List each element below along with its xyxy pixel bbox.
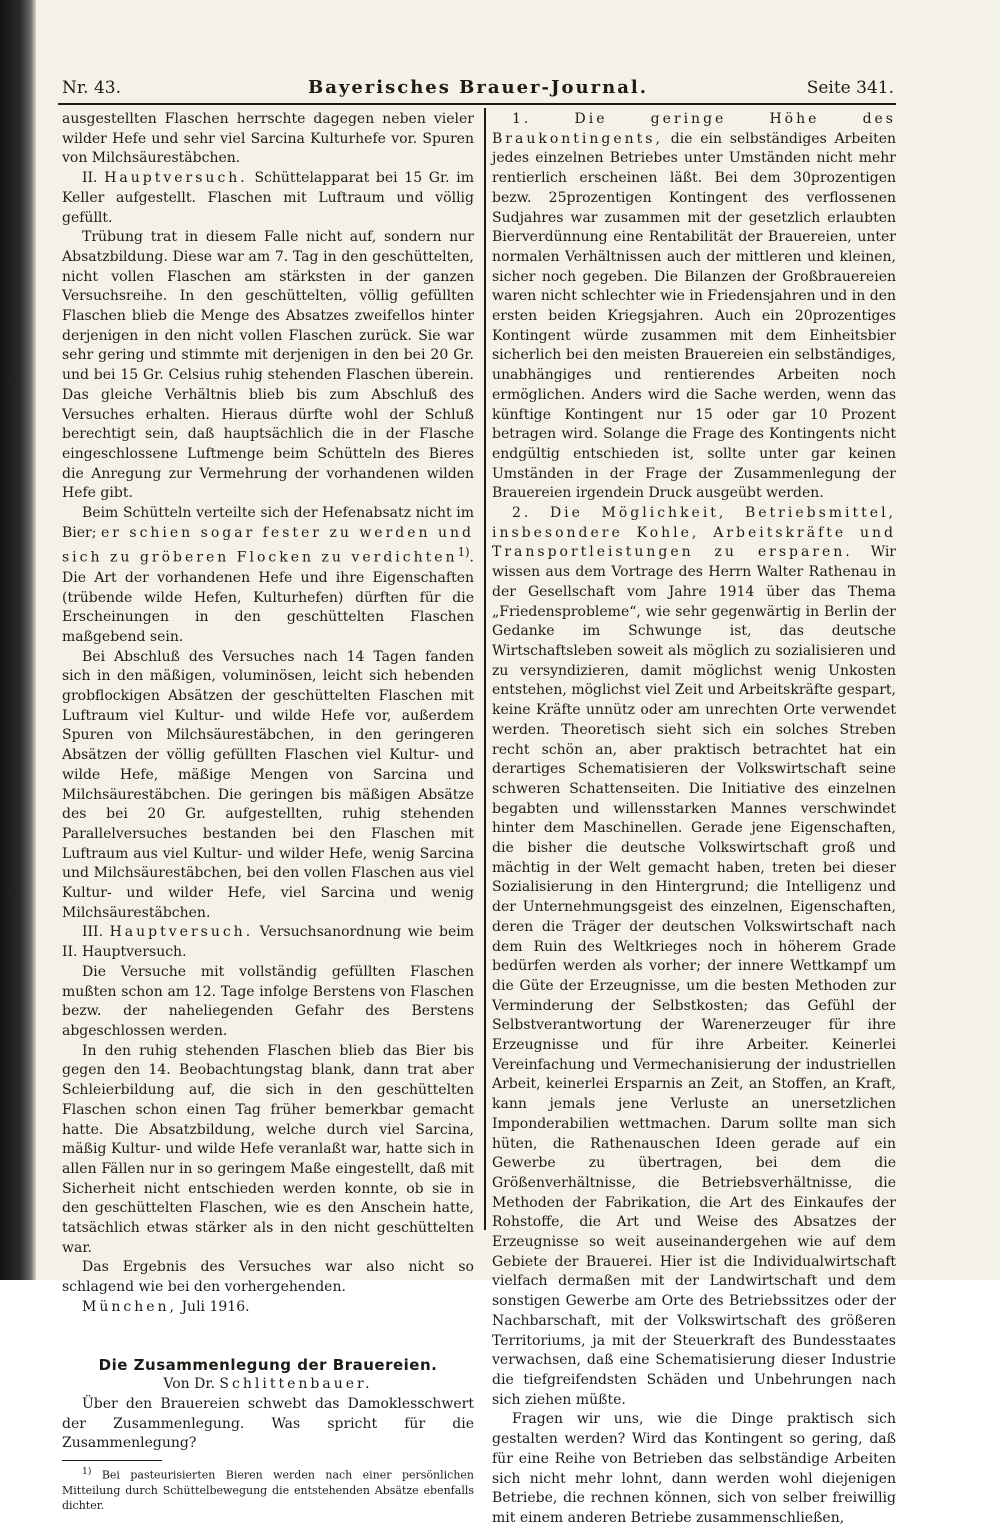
journal-title: Bayerisches Brauer-Journal. (308, 77, 648, 98)
paragraph: Fragen wir uns, wie die Dinge praktisch sich gestalten werden? Wird das Kontingent so gering, daß für eine Reihe von Betrieben das selbständige Arbeiten sich nicht mehr lohnt, dann werden wohl diejenigen Betriebe, die rechnen können, sich von selber freiwillig mit einem anderen Betriebe zusammenschließen, (492, 1411, 896, 1526)
paragraph: Beim Schütteln verteilte sich der Hefenabsatz nicht im Bier; er schien sogar fester zu werden und sich zu gröberen Flocken zu verdichten$^{1)}$. Die Art der vorhandenen Hefe und ihre Eigenschaften (trübende wilde Hefen, Kulturhefen) dürften für die Erscheinungen in den geschüttelten Flaschen maßgebend sein. (62, 505, 474, 645)
place-name: München, (82, 1298, 177, 1315)
paragraph: Bei Abschluß des Versuches nach 14 Tagen fanden sich in den mäßigen, voluminösen, leicht sich hebenden grobflockigen Absätzen der geschüttelten Flaschen mit Luftraum viel Kultur- und wilde Hefe vor, außerdem Spuren von Milchsäurestäbchen, in den geringeren Absätzen der völlig gefüllten Flaschen viel Kultur- und wilde Hefe, mäßige Mengen von Sarcina und Milchsäurestäbchen. Die geringen bis mäßigen Absätze des bei 20 Gr. aufgestellten, ruhig stehenden Parallelversuches bestanden bei den Flaschen mit Luftraum aus viel Kultur- und wilder Hefe, wenig Sarcina und Milchsäurestäbchen, bei den vollen Flaschen aus viel Kultur- und wilder Hefe, viel Sarcina und wenig Milchsäurestäbchen. (62, 648, 474, 921)
date: Juli 1916. (181, 1298, 250, 1315)
point-heading: 2. Die Möglichkeit, Betriebsmittel, insbesondere Kohle, Arbeitskräfte und Transportleistungen zu ersparen. (492, 505, 896, 561)
section-number: III. (82, 924, 104, 941)
right-column (492, 110, 896, 1529)
paragraph: 2. Die Möglichkeit, Betriebsmittel, insbesondere Kohle, Arbeitskräfte und Transportleistungen zu ersparen. Wir wissen aus dem Vortrage des Herrn Walter Rathenau in der Gesellschaft vom Jahre 1914 über das Thema „Friedensprobleme“, wie sehr gegenwärtig in Berlin der Gedanke im Schwunge ist, das deutsche Wirtschaftsleben soweit als möglich zu sozialisieren und zu versyndizieren, damit möglichst wenig Unkosten entstehen, möglichst viel Zeit und Arbeitskräfte gespart, keine Kräfte unnütz oder am unrechten Orte verwendet werden. Theoretisch sieht sich ein solches Streben recht schön an, aber praktisch betrachtet hat ein derartiges Schematisieren der Volkswirtschaft seine schweren Schattenseiten. Die Initiative des einzelnen begabten und willensstarken Mannes verschwindet hinter dem Maschinellen. Gerade jene Eigenschaften, die bisher die deutsche Volkswirtschaft groß und mächtig in der Welt gemacht haben, treten bei dieser Sozialisierung in den Hintergrund; die Intelligenz und der Unternehmungsgeist des einzelnen, Eigenschaften, deren die Träger der deutschen Volkswirtschaft nach dem Ruin des Weltkrieges noch in höherem Grade bedürfen werden als vorher; der innere Wettkampf um die Güte der Erzeugnisse, um die besten Methoden zur Verminderung der Selbstkosten; das Gefühl der Selbstverantwortung der Warenerzeuger für ihre Erzeugnisse und für ihre Arbeiter. Keinerlei Vereinfachung und Vermechanisierung der industriellen Arbeit, keinerlei Ersparnis an Zeit, an Stoffen, an Kraft, kann jemals jene Verluste an unersetzlichen Imponderabilien wettmachen. Darum sollte man sich hüten, die Rathenauschen Ideen gerade auf ein Gewerbe zu übertragen, bei dem die Größenverhältnisse, die Betriebsverhältnisse, die Methoden der Fabrikation, die Art des Einkaufes der Rohstoffe, die Art und Weise des Absatzes der Erzeugnisse so weit auseinandergehen wie auf dem Gebiete der Brauerei. Hier ist die Individualwirtschaft vielfach dermaßen mit der Landwirtschaft und dem sonstigen Gewerbe am Orte des Betriebssitzes oder der Nachbarschaft, mit der Volkswirtschaft des größeren Territoriums, ja mit der Steuerkraft des Bundesstaates verwachsen, daß eine Schematisierung dieser Industrie die tiefgreifendsten Schäden und Unbehrungen nach sich ziehen müßte. (492, 505, 897, 1408)
paragraph: Über den Brauereien schwebt das Damoklesschwert der Zusammenlegung. Was spricht für die Zusammenlegung? (62, 1395, 474, 1452)
paragraph: II. Hauptversuch. Schüttelapparat bei 15 Gr. im Keller aufgestellt. Flaschen mit Luftraum und völlig gefüllt. (62, 170, 475, 226)
dateline (62, 1298, 474, 1318)
footnote: $^{1)}$ Bei pasteurisierten Bieren werden nach einer persönlichen Mitteilung durch Schüttelbewegung die entstehenden Absätze ebenfalls dichter. (62, 1466, 474, 1512)
section-number: II. (82, 170, 98, 187)
section-heading: Hauptversuch. (109, 924, 254, 941)
point-heading: 1. Die geringe Höhe des Braukontingents, (492, 111, 896, 147)
section-heading: Hauptversuch. (104, 170, 248, 187)
paragraph: 1. Die geringe Höhe des Braukontingents, die ein selbständiges Arbeiten jedes einzelnen Betriebes unter Umständen nicht mehr rentierlich erscheinen läßt. Bei dem 30prozentigen bezw. 25prozentigen Kontingent des verflossenen Sudjahres war zusammen mit der gesetzlich erlaubten Bierverdünnung eine Rentabilität der Brauereien, unter normalen Verhältnissen auch der mittleren und kleinen, sicher noch gegeben. Die Bilanzen der Großbrauereien waren nicht schlechter wie in Friedensjahren und in den ersten beiden Kriegsjahren. Auch ein 20prozentiges Kontingent würde zusammen mit dem Einheitsbier sicherlich bei den meisten Brauereien ein selbständiges, unabhängiges und rentierendes Arbeiten noch ermöglichen. Anders wird die Sache werden, wenn das künftige Kontingent nur 15 oder gar 10 Prozent betragen wird. Solange die Frage des Kontingents nicht endgültig entschieden ist, sollte unter gar keinen Umständen in der Frage der Zusammenlegung der Brauereien irgendein Druck ausgeübt werden. (492, 111, 897, 502)
page-header (62, 74, 894, 102)
footnote-rule (62, 1460, 162, 1461)
page-number: Seite 341. (806, 78, 894, 98)
paragraph: ausgestellten Flaschen herrschte dagegen neben vieler wilder Hefe und sehr viel Sarcina Kulturhefe vor. Spuren von Milchsäurestäbchen. (62, 111, 474, 167)
article-title: Die Zusammenlegung der Brauereien. (98, 1355, 438, 1374)
paragraph: Trübung trat in diesem Falle nicht auf, sondern nur Absatzbildung. Diese war am 7. Tag in den geschüttelten, nicht vollen Flaschen am stärksten in der ganzen Versuchsreihe. In den geschüttelten, völlig gefüllten Flaschen blieb die Menge des Absatzes zweifellos hinter derjenigen in den nicht vollen Flaschen zurück. Sie war sehr gering und stimmte mit derjenigen in den bei 20 Gr. und bei 15 Gr. Celsius ruhig stehenden Flaschen überein. Das gleiche Verhältnis blieb bis zum Abschluß des Versuches erhalten. Hieraus dürfte wohl der Schluß berechtigt sein, daß hauptsächlich die in der Flasche eingeschlossene Luftmenge beim Schütteln des Bieres die Anregung zur Vermehrung der vorhandenen wilden Hefe gibt. (62, 229, 474, 502)
left-column (62, 110, 474, 1513)
article-author: Von Dr. Schlittenbauer. (163, 1376, 373, 1393)
paragraph: In den ruhig stehenden Flaschen blieb das Bier bis gegen den 14. Beobachtungstag blank, dann trat aber Schleierbildung auf, die sich in den geschüttelten Flaschen schon einen Tag früher bemerkbar gemacht hatte. Die Absatzbildung, welche durch viel Sarcina, mäßig Kultur- und wilde Hefe veranlaßt war, hatte sich in allen Fällen nur in so geringem Maße eingestellt, daß mit Sicherheit nicht entschieden werden konnte, ob sie in den geschüttelten Flaschen, wie es den Anschein hatte, tatsächlich etwas stärker als in den nicht geschüttelten war. (62, 1042, 474, 1256)
paragraph: Das Ergebnis des Versuches war also nicht so schlagend wie bei den vorhergehenden. (62, 1259, 474, 1296)
emphasized-text: er schien sogar fester zu werden und sich zu gröberen Flocken zu verdichten (62, 524, 474, 567)
paragraph: Die Versuche mit vollständig gefüllten Flaschen mußten schon am 12. Tage infolge Berstens von Flaschen bezw. der naheliegenden Gefahr des Berstens abgeschlossen werden. (62, 963, 474, 1039)
footnote-marker: 1) (457, 545, 470, 560)
column-divider (484, 108, 486, 1230)
paragraph: III. Hauptversuch. Versuchsanordnung wie beim II. Hauptversuch. (62, 924, 475, 961)
issue-number: Nr. 43. (62, 78, 121, 98)
header-rule (58, 103, 896, 105)
book-binding-edge (0, 0, 36, 1280)
